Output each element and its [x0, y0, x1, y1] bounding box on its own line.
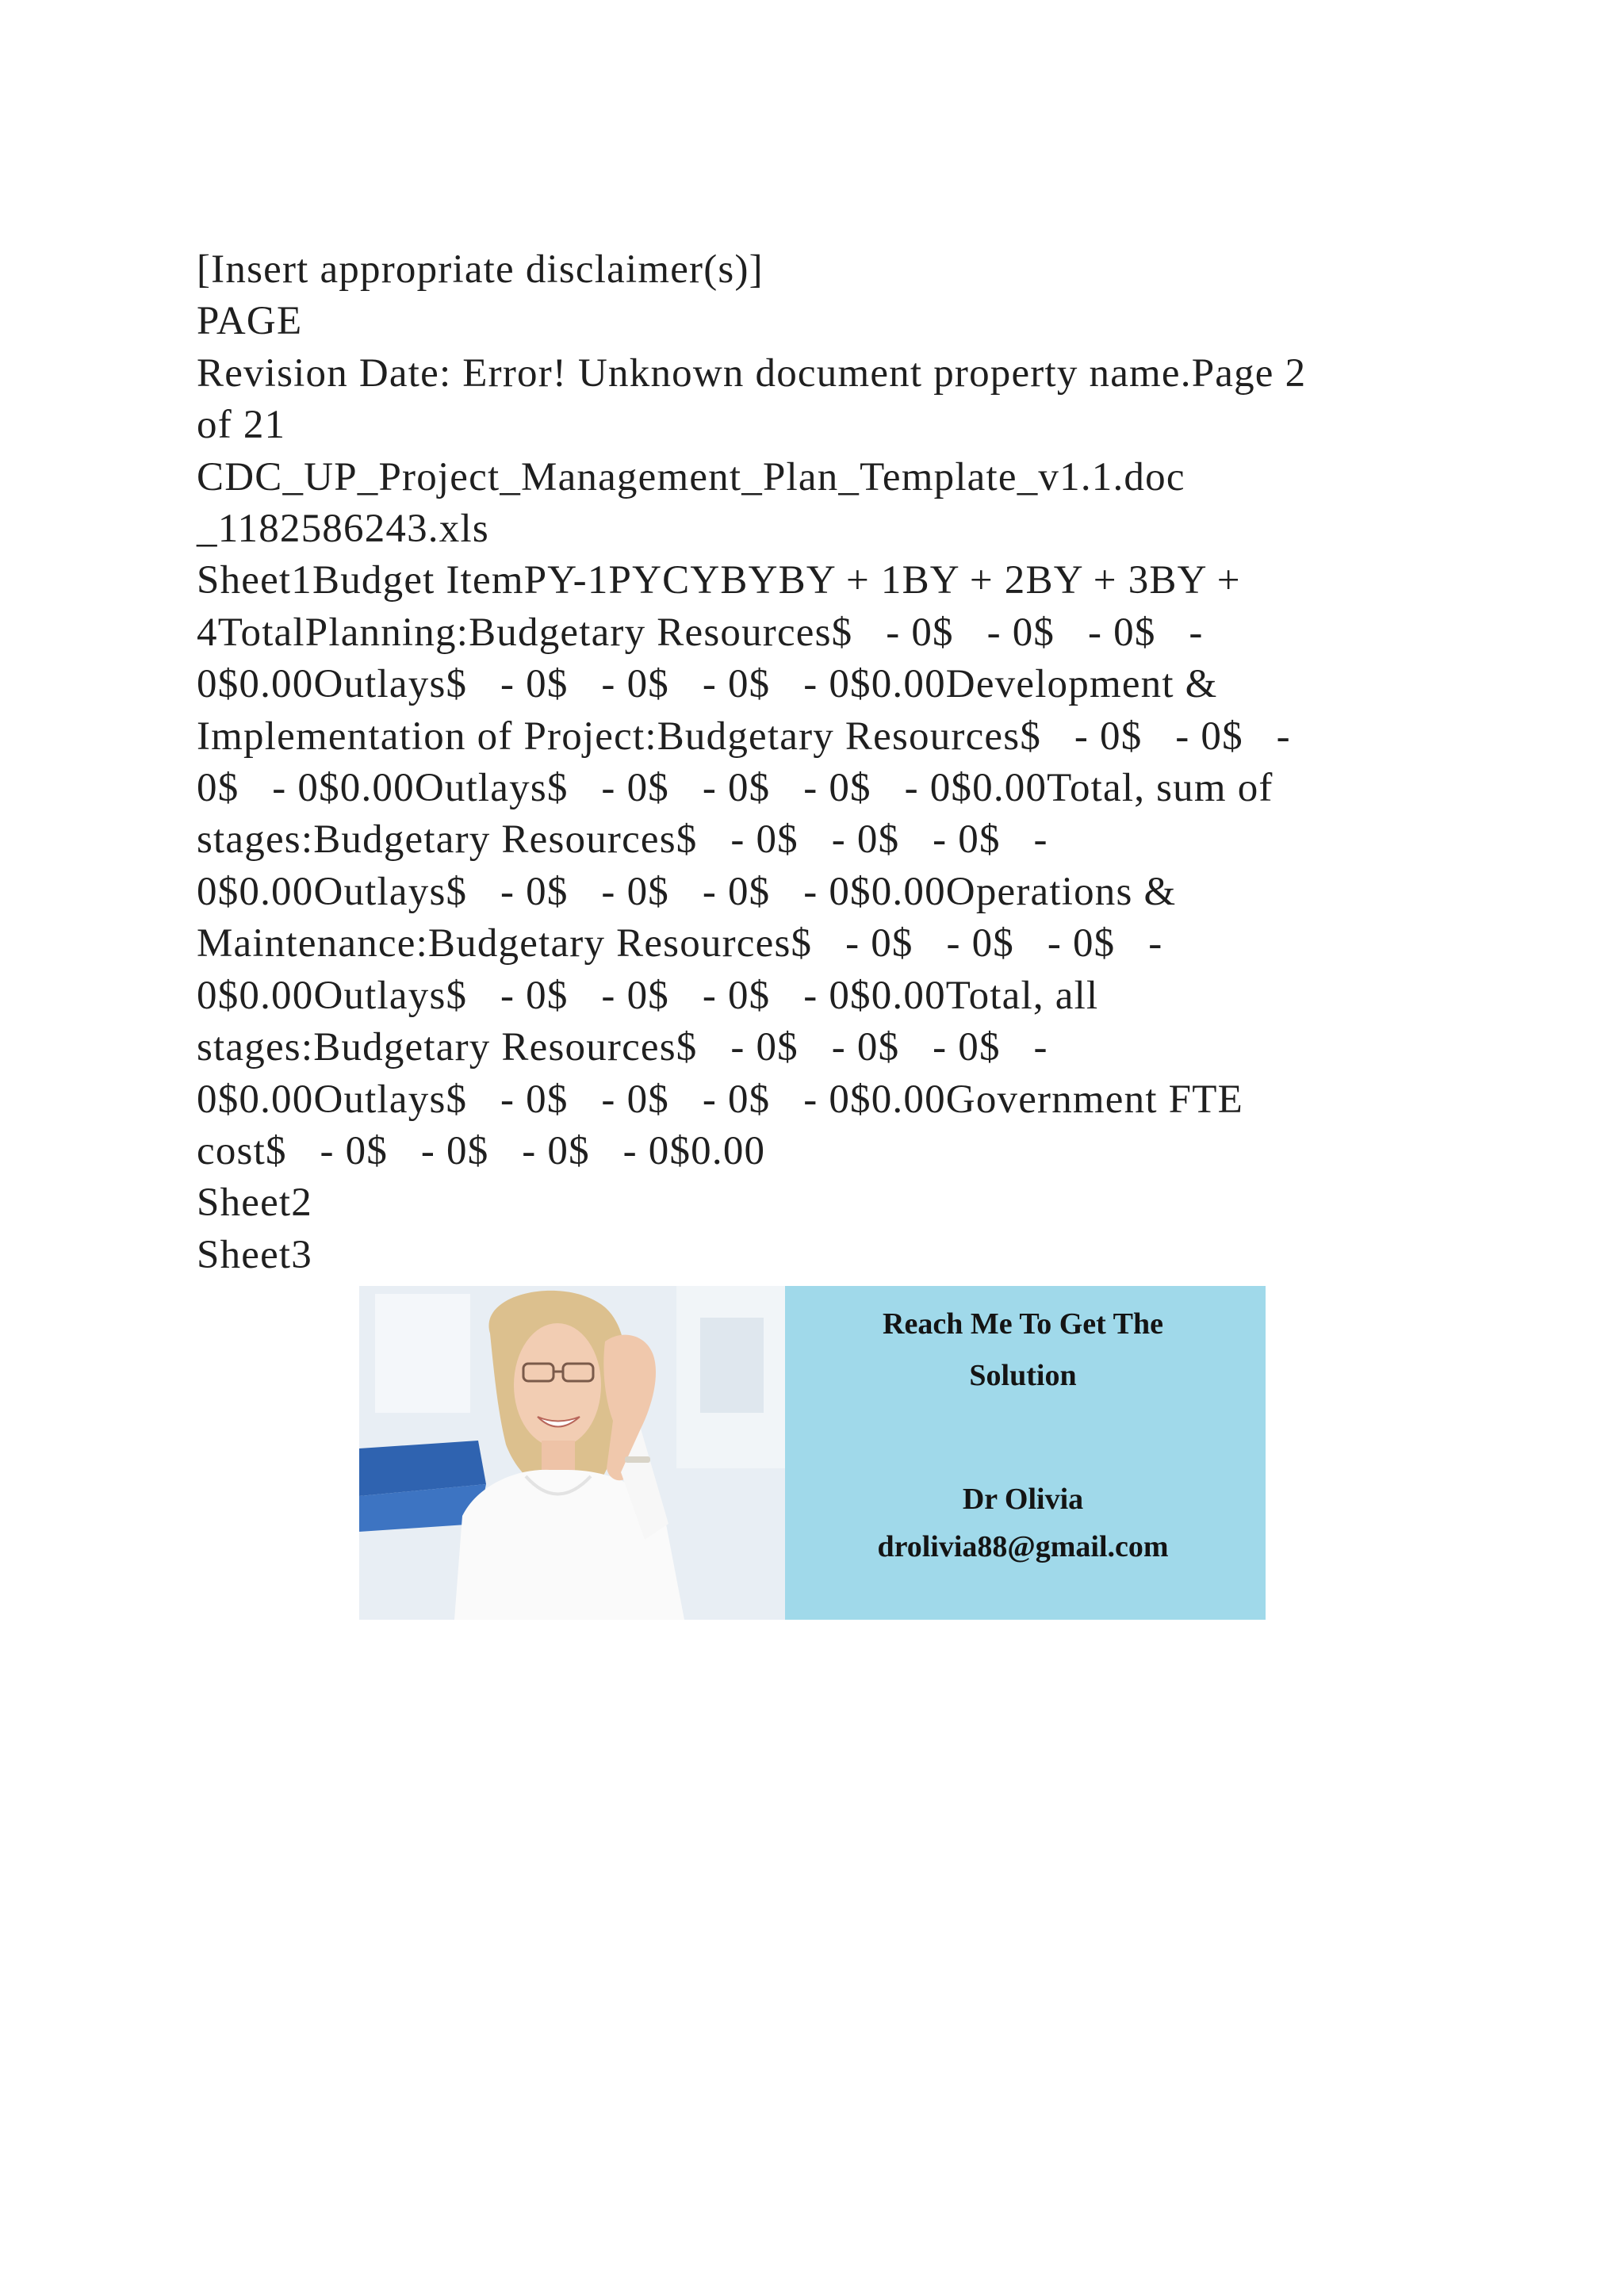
ad-headline: Reach Me To Get The — [883, 1307, 1163, 1341]
text-line: Sheet2 — [197, 1181, 313, 1226]
text-line: _1182586243.xls — [197, 507, 489, 552]
ad-contact-name: Dr Olivia — [962, 1483, 1084, 1516]
document-text — [197, 244, 1434, 1281]
text-line: Sheet3 — [197, 1232, 313, 1277]
text-line: 0$0.00Outlays$ - 0$ - 0$ - 0$ - 0$0.00Development & — [197, 662, 1218, 707]
text-line: stages:Budgetary Resources$ - 0$ - 0$ - 0$ - — [197, 1025, 1048, 1070]
ad-contact-email[interactable]: drolivia88@gmail.com — [877, 1530, 1169, 1563]
ad-headline-continued: Solution — [969, 1359, 1077, 1392]
ad-banner[interactable] — [359, 1286, 1266, 1620]
text-line: 0$0.00Outlays$ - 0$ - 0$ - 0$ - 0$0.00Operations & — [197, 869, 1177, 914]
text-line: 0$0.00Outlays$ - 0$ - 0$ - 0$ - 0$0.00Total, all — [197, 973, 1099, 1018]
text-line: Revision Date: Error! Unknown document property name.Page 2 — [197, 350, 1307, 396]
woman-with-glasses-photo-icon — [359, 1286, 785, 1620]
text-line: Sheet1Budget ItemPY-1PYCYBYBY + 1BY + 2BY + 3BY + — [197, 558, 1241, 603]
text-line: cost$ - 0$ - 0$ - 0$ - 0$0.00 — [197, 1128, 766, 1173]
text-line: of 21 — [197, 403, 286, 448]
text-line: 0$ - 0$0.00Outlays$ - 0$ - 0$ - 0$ - 0$0.00Total, sum of — [197, 766, 1274, 811]
text-line: [Insert appropriate disclaimer(s)] — [197, 247, 764, 292]
text-line: Maintenance:Budgetary Resources$ - 0$ - 0$ - 0$ - — [197, 921, 1163, 966]
text-line: PAGE — [197, 299, 303, 344]
text-line: stages:Budgetary Resources$ - 0$ - 0$ - 0$ - — [197, 817, 1048, 863]
text-line: 0$0.00Outlays$ - 0$ - 0$ - 0$ - 0$0.00Government FTE — [197, 1077, 1243, 1122]
text-line: CDC_UP_Project_Management_Plan_Template_v1.1.doc — [197, 454, 1185, 499]
ad-contact-card[interactable] — [785, 1286, 1266, 1620]
text-line: Implementation of Project:Budgetary Resources$ - 0$ - 0$ - — [197, 714, 1291, 759]
text-line: 4TotalPlanning:Budgetary Resources$ - 0$ - 0$ - 0$ - — [197, 610, 1204, 655]
